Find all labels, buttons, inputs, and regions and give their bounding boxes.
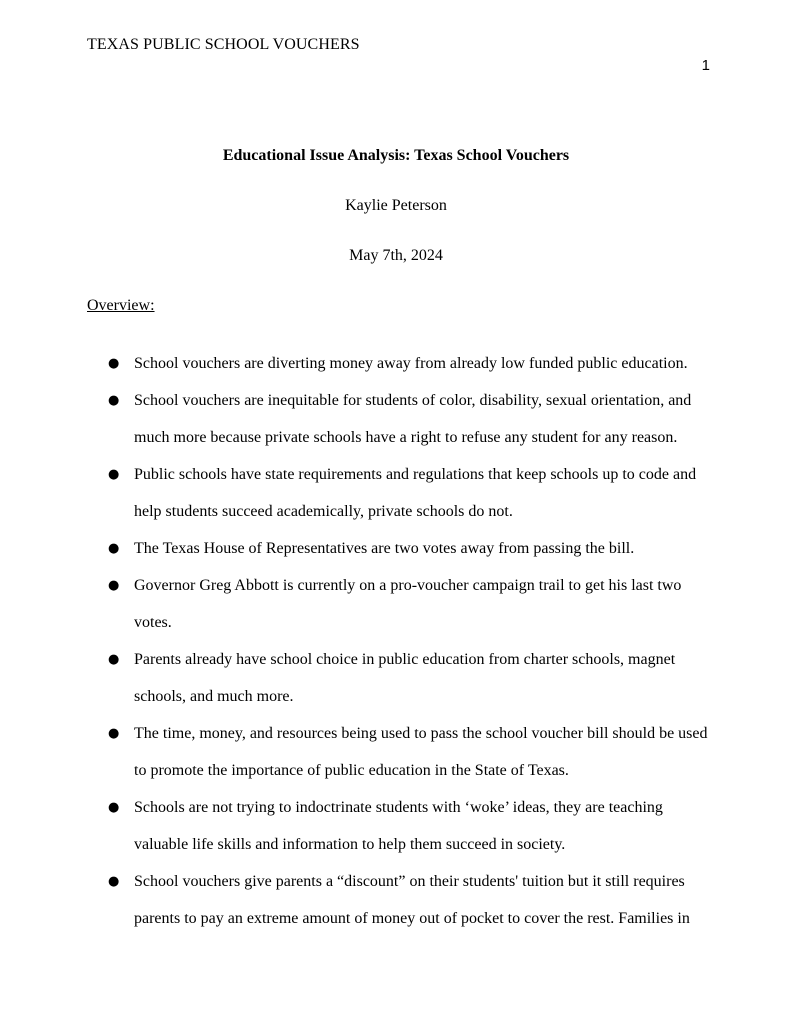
bullet-line: The time, money, and resources being used to pass the school voucher bill should be used xyxy=(134,725,708,742)
list-item xyxy=(0,382,792,456)
bullet-icon: ● xyxy=(108,874,120,889)
document-title: Educational Issue Analysis: Texas School Vouchers xyxy=(222,147,570,164)
document-date: May 7th, 2024 xyxy=(349,247,443,264)
list-item xyxy=(0,567,792,641)
bullet-icon: ● xyxy=(108,393,120,408)
bullet-text xyxy=(134,382,714,456)
bullet-line: to promote the importance of public education in the State of Texas. xyxy=(134,762,569,779)
bullet-line: School vouchers give parents a “discount” on their students' tuition but it still requires xyxy=(134,873,685,890)
running-head: TEXAS PUBLIC SCHOOL VOUCHERS xyxy=(87,36,360,53)
author-name: Kaylie Peterson xyxy=(345,197,447,214)
list-item xyxy=(0,345,792,382)
bullet-line: much more because private schools have a right to refuse any student for any reason. xyxy=(134,429,678,446)
bullet-icon: ● xyxy=(108,541,120,556)
list-item xyxy=(0,641,792,715)
bullet-text xyxy=(134,863,714,937)
bullet-text xyxy=(134,567,714,641)
overview-bullet-list xyxy=(0,345,792,937)
bullet-icon: ● xyxy=(108,652,120,667)
bullet-line: votes. xyxy=(134,614,172,631)
list-item xyxy=(0,530,792,567)
section-heading-overview: Overview: xyxy=(87,297,155,314)
list-item xyxy=(0,715,792,789)
bullet-line: Governor Greg Abbott is currently on a pro-voucher campaign trail to get his last two xyxy=(134,577,682,594)
list-item xyxy=(0,789,792,863)
list-item xyxy=(0,456,792,530)
bullet-icon: ● xyxy=(108,800,120,815)
bullet-icon: ● xyxy=(108,467,120,482)
bullet-line: Parents already have school choice in public education from charter schools, magnet xyxy=(134,651,676,668)
bullet-text xyxy=(134,641,714,715)
bullet-text xyxy=(134,715,714,789)
bullet-text xyxy=(134,530,714,567)
bullet-line: valuable life skills and information to help them succeed in society. xyxy=(134,836,566,853)
list-item xyxy=(0,863,792,937)
bullet-text xyxy=(134,456,714,530)
bullet-line: School vouchers are diverting money away from already low funded public education. xyxy=(134,355,688,372)
bullet-line: parents to pay an extreme amount of money out of pocket to cover the rest. Families in xyxy=(134,910,690,927)
bullet-line: help students succeed academically, private schools do not. xyxy=(134,503,513,520)
bullet-line: Public schools have state requirements and regulations that keep schools up to code and xyxy=(134,466,697,483)
bullet-icon: ● xyxy=(108,356,120,371)
bullet-text xyxy=(134,345,714,382)
bullet-line: The Texas House of Representatives are two votes away from passing the bill. xyxy=(134,540,635,557)
bullet-text xyxy=(134,789,714,863)
bullet-icon: ● xyxy=(108,726,120,741)
bullet-line: schools, and much more. xyxy=(134,688,294,705)
bullet-line: School vouchers are inequitable for students of color, disability, sexual orientation, and xyxy=(134,392,692,409)
bullet-line: Schools are not trying to indoctrinate students with ‘woke’ ideas, they are teaching xyxy=(134,799,663,816)
page-number: 1 xyxy=(701,57,710,74)
bullet-icon: ● xyxy=(108,578,120,593)
